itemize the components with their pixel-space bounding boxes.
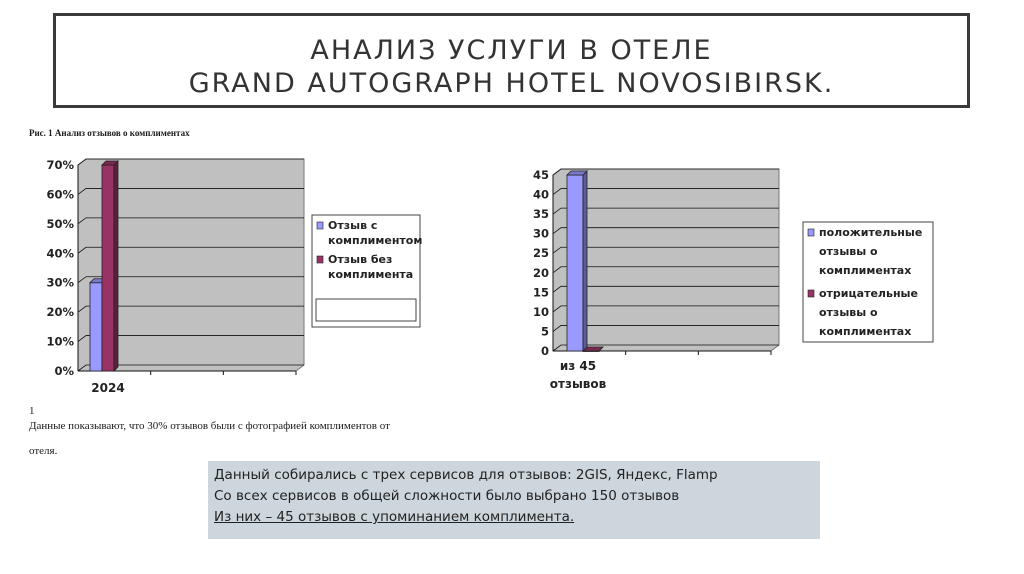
chart-0-bar-side-1: [114, 161, 118, 371]
chart-1-bar-top-0: [567, 171, 587, 175]
chart-0-y-tick-label: 70%: [46, 158, 74, 172]
chart-0-bar-0: [90, 283, 102, 371]
chart-0-y-tick-label: 50%: [46, 216, 74, 231]
chart-0-y-tick-label: 20%: [46, 305, 74, 320]
figure-caption: Рис. 1 Анализ отзывов о комплиментах: [29, 128, 190, 138]
chart-1-legend-label-1: отрицательные: [819, 287, 918, 300]
chart-0-y-tick-label: 40%: [46, 246, 74, 261]
chart-0-y-tick-label: 30%: [46, 275, 74, 290]
info-line2: Со всех сервисов в общей сложности было выбрано 150 отзывов: [214, 488, 680, 504]
footnote-line2: отеля.: [29, 445, 58, 457]
chart-0-legend-label-1: Отзыв без: [328, 253, 393, 266]
chart-1-legend-label-0: комплиментах: [819, 264, 912, 277]
chart-1-category-label: отзывов: [549, 377, 607, 391]
chart-1-legend-swatch-0: [808, 229, 814, 236]
chart-1-y-tick-label: 20: [532, 265, 549, 280]
info-box: [208, 461, 820, 539]
chart-1-bar-side-0: [583, 171, 587, 351]
chart-1-legend-label-1: комплиментах: [819, 325, 912, 338]
chart-0-bar-1: [102, 165, 114, 371]
chart-1-y-tick-label: 5: [540, 324, 549, 339]
chart-1-y-tick-label: 40: [532, 187, 549, 202]
chart-1-y-tick-label: 35: [532, 207, 549, 222]
chart-0-y-tick-label: 60%: [46, 187, 74, 202]
info-line1: Данный собирались с трех сервисов для отзывов: 2GIS, Яндекс, Flamp: [214, 467, 718, 483]
chart-0-legend-swatch-1: [317, 256, 323, 263]
chart-1-bar-0: [567, 175, 583, 351]
footnote-marker: 1: [29, 405, 35, 417]
chart-1-legend-swatch-1: [808, 290, 814, 297]
chart-1-y-tick-label: 15: [532, 285, 549, 300]
chart-0-y-tick-label: 0%: [54, 364, 74, 378]
chart-0-category-label: 2024: [91, 381, 125, 395]
chart-1-y-tick-label: 0: [540, 344, 549, 358]
chart-0-y-tick-label: 10%: [46, 334, 74, 349]
footnote-line1: Данные показывают, что 30% отзывов были с фотографией комплиментов от: [29, 420, 390, 432]
chart-1-legend-label-0: отзывы о: [819, 245, 878, 258]
chart-0-legend-label-0: комплиментом: [328, 234, 423, 247]
page-title-line2: GRAND AUTOGRAPH HOTEL NOVOSIBIRSK.: [188, 68, 835, 99]
info-line3: Из них – 45 отзывов с упоминанием комплимента.: [214, 509, 575, 525]
chart-0-legend-empty-box: [316, 299, 416, 321]
chart-1-y-tick-label: 30: [532, 226, 549, 241]
chart-0-legend-label-0: Отзыв с: [328, 219, 378, 232]
chart-1-y-tick-label: 45: [532, 168, 549, 182]
chart-0-legend-label-1: комплимента: [328, 268, 414, 281]
chart-1-legend-label-0: положительные: [819, 226, 923, 239]
page-title-line1: АНАЛИЗ УСЛУГИ В ОТЕЛЕ: [310, 35, 713, 66]
chart-0-legend-swatch-0: [317, 222, 323, 229]
chart-1-y-tick-label: 25: [532, 246, 549, 261]
chart-1-bar-top-1: [583, 347, 603, 351]
chart-1-legend-label-1: отзывы о: [819, 306, 878, 319]
chart-1-y-tick-label: 10: [532, 304, 549, 319]
chart-1-category-label: из 45: [559, 359, 597, 373]
chart-1-legend-box: [803, 222, 933, 342]
